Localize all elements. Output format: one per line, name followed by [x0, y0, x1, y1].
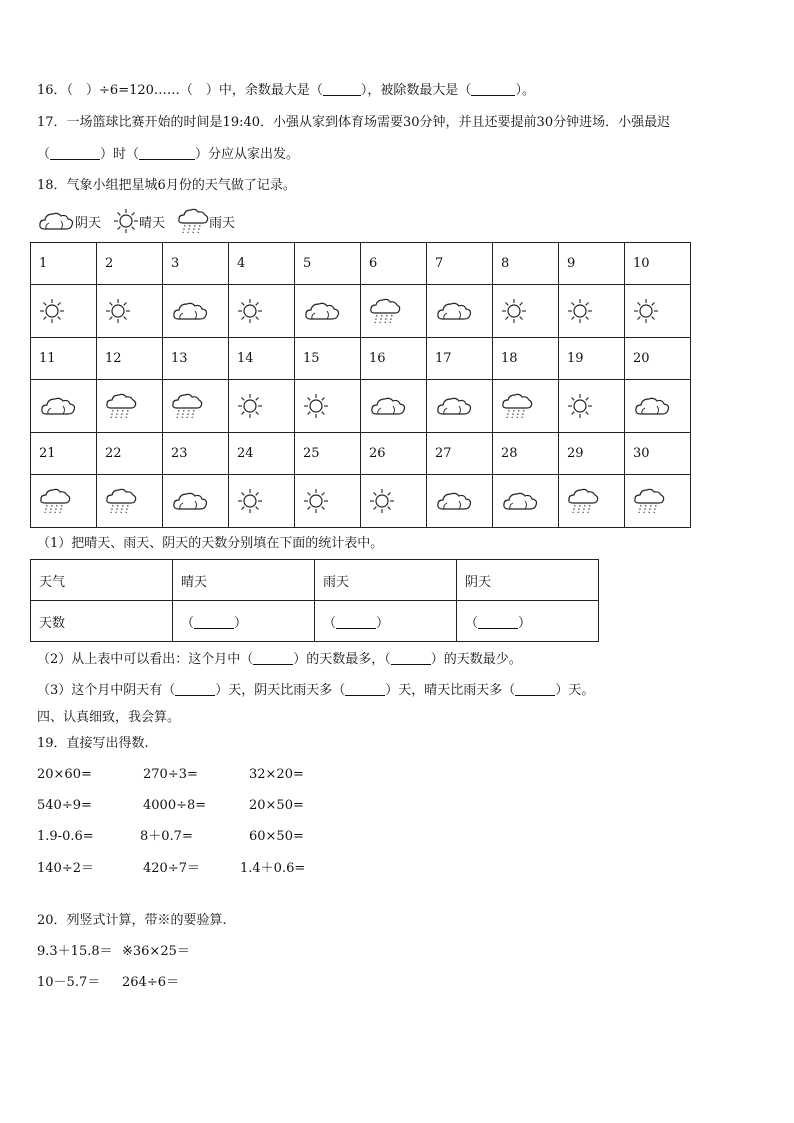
stat-row-label: 天数: [31, 601, 173, 642]
calendar-weather-cell: [163, 380, 229, 433]
sun-icon: [237, 488, 294, 514]
question-19-title: [37, 736, 149, 752]
cloud-icon: [501, 489, 558, 513]
sun-icon: [303, 393, 360, 419]
rain-icon: [369, 298, 426, 324]
calendar-day-number: 27: [427, 433, 493, 475]
question-17-line1: [37, 115, 670, 131]
weather-calendar-table: [30, 242, 691, 528]
calc-item: 8＋0.7=: [140, 829, 193, 844]
calendar-weather-cell: [427, 380, 493, 433]
answer-blank[interactable]: [515, 683, 555, 696]
calendar-day-row: [31, 338, 691, 380]
sub3-part: （3）这个月中阴天有（: [37, 683, 176, 698]
calendar-weather-cell: [163, 475, 229, 528]
sun-icon: [633, 298, 690, 324]
calendar-weather-cell: [229, 475, 295, 528]
calendar-weather-cell: [31, 475, 97, 528]
sub2-part: （2）从上表中可以看出：这个月中（: [37, 652, 254, 667]
calendar-weather-cell: [559, 285, 625, 338]
calendar-day-number: 7: [427, 243, 493, 285]
calendar-day-number: 3: [163, 243, 229, 285]
answer-blank[interactable]: [50, 147, 100, 160]
q16-mid: ），被除数最大是（: [360, 83, 472, 98]
cloud-icon: [37, 209, 75, 233]
answer-blank[interactable]: [471, 83, 515, 96]
q19-text: 19．直接写出得数.: [37, 736, 149, 751]
calendar-day-number: 6: [361, 243, 427, 285]
calc-item: 20×60=: [37, 767, 92, 782]
calendar-weather-cell: [361, 285, 427, 338]
calendar-day-number: 11: [31, 338, 97, 380]
calendar-day-number: 28: [493, 433, 559, 475]
calendar-day-number: 24: [229, 433, 295, 475]
rain-icon: [105, 488, 162, 514]
calendar-weather-cell: [295, 475, 361, 528]
q16-end: ）。: [515, 83, 535, 98]
rain-icon: [633, 488, 690, 514]
answer-blank[interactable]: [253, 652, 293, 665]
cloud-icon: [633, 394, 690, 418]
calendar-weather-cell: [493, 285, 559, 338]
sun-icon: [105, 298, 162, 324]
calendar-weather-cell: [31, 380, 97, 433]
q17-part: ）分应从家出发。: [195, 147, 300, 162]
sun-icon: [567, 298, 624, 324]
sub2-part: ）的天数最多，（: [293, 652, 391, 667]
rain-icon: [177, 208, 209, 234]
calendar-day-row: [31, 243, 691, 285]
sun-icon: [113, 208, 139, 234]
weather-stat-table: [30, 559, 599, 642]
calendar-weather-cell: [361, 475, 427, 528]
calendar-day-row: [31, 433, 691, 475]
calc-item: 270÷3=: [143, 767, 198, 782]
sun-icon: [237, 298, 294, 324]
calendar-day-number: 9: [559, 243, 625, 285]
calendar-weather-cell: [295, 285, 361, 338]
calc-item: 1.4＋0.6=: [240, 861, 306, 876]
stat-count-cell[interactable]: （ ）: [457, 601, 599, 642]
calc-item: 9.3＋15.8＝: [37, 944, 113, 959]
q17-text: 17．一场篮球比赛开始的时间是19:40．小强从家到体育场需要30分钟，并且还要提前30分钟进场．小强最迟: [37, 115, 671, 130]
sun-icon: [369, 488, 426, 514]
stat-header-row: [31, 560, 599, 601]
sun-icon: [567, 393, 624, 419]
stat-count-cell[interactable]: （ ）: [173, 601, 315, 642]
calendar-day-number: 1: [31, 243, 97, 285]
calendar-weather-row: [31, 285, 691, 338]
q20-text: 20．列竖式计算，带※的要验算.: [37, 913, 227, 928]
cloud-icon: [303, 299, 360, 323]
stat-count-cell[interactable]: （ ）: [315, 601, 457, 642]
calendar-day-number: 22: [97, 433, 163, 475]
rain-icon: [105, 393, 162, 419]
sub-question-3: [37, 683, 594, 699]
calendar-weather-cell: [229, 285, 295, 338]
calc-item: 60×50=: [249, 829, 304, 844]
cloud-icon: [171, 299, 228, 323]
sub1-text: （1）把晴天、雨天、阴天的天数分别填在下面的统计表中。: [37, 536, 384, 551]
calendar-weather-cell: [229, 380, 295, 433]
calendar-day-number: 23: [163, 433, 229, 475]
calendar-weather-cell: [559, 380, 625, 433]
calc-item: 540÷9=: [37, 798, 92, 813]
calc-item: 10－5.7＝: [37, 975, 101, 990]
calendar-day-number: 12: [97, 338, 163, 380]
calendar-day-number: 8: [493, 243, 559, 285]
calendar-weather-cell: [163, 285, 229, 338]
cloud-icon: [435, 394, 492, 418]
calc-item: 264÷6＝: [122, 975, 179, 990]
calendar-weather-cell: [493, 380, 559, 433]
rain-icon: [501, 393, 558, 419]
calendar-weather-cell: [361, 380, 427, 433]
rain-icon: [39, 488, 96, 514]
section4-text: 四、认真细致，我会算。: [37, 710, 181, 725]
sub3-part: ）天，阴天比雨天多（: [215, 683, 346, 698]
calendar-day-number: 4: [229, 243, 295, 285]
cloud-icon: [39, 394, 96, 418]
cloud-icon: [435, 489, 492, 513]
sub-question-2: [37, 652, 522, 668]
legend-label: 晴天: [139, 215, 166, 231]
question-20-title: [37, 913, 227, 929]
answer-blank[interactable]: [139, 147, 195, 160]
calendar-weather-cell: [625, 285, 691, 338]
cloud-icon: [369, 394, 426, 418]
calendar-weather-cell: [295, 380, 361, 433]
calc-item: 140÷2＝: [37, 861, 94, 876]
legend-sunny: [113, 208, 165, 234]
legend-label: 阴天: [75, 215, 102, 231]
calendar-day-number: 25: [295, 433, 361, 475]
answer-blank[interactable]: [345, 683, 385, 696]
calendar-day-number: 10: [625, 243, 691, 285]
answer-blank[interactable]: [175, 683, 215, 696]
calendar-day-number: 17: [427, 338, 493, 380]
q16-text: 16．（ ）÷6=120……（ ）中，余数最大是（: [37, 83, 323, 98]
sub3-part: ）天，晴天比雨天多（: [385, 683, 516, 698]
calendar-day-number: 19: [559, 338, 625, 380]
stat-header-cell: 阴天: [457, 560, 599, 601]
calendar-day-number: 26: [361, 433, 427, 475]
calendar-day-number: 20: [625, 338, 691, 380]
legend-cloudy: [37, 209, 101, 233]
calendar-weather-cell: [625, 380, 691, 433]
calendar-day-number: 15: [295, 338, 361, 380]
calendar-weather-cell: [493, 475, 559, 528]
question-16: [37, 83, 535, 99]
calendar-weather-cell: [427, 285, 493, 338]
section-4-heading: [37, 710, 180, 726]
legend-label: 雨天: [209, 215, 236, 231]
calendar-day-number: 14: [229, 338, 295, 380]
rain-icon: [171, 393, 228, 419]
calendar-weather-cell: [625, 475, 691, 528]
calendar-weather-cell: [97, 475, 163, 528]
calc-item: ※36×25＝: [122, 944, 190, 959]
sun-icon: [237, 393, 294, 419]
stat-header-cell: 天气: [31, 560, 173, 601]
sun-icon: [303, 488, 360, 514]
sub2-part: ）的天数最少。: [430, 652, 522, 667]
answer-blank[interactable]: [323, 83, 361, 96]
calendar-weather-cell: [559, 475, 625, 528]
calc-item: 32×20=: [249, 767, 304, 782]
calendar-weather-row: [31, 380, 691, 433]
question-18-title: [37, 178, 296, 194]
calc-item: 1.9-0.6=: [37, 829, 94, 844]
legend-rainy: [177, 208, 235, 234]
calendar-day-number: 30: [625, 433, 691, 475]
q18-text: 18．气象小组把星城6月份的天气做了记录。: [37, 178, 296, 193]
calendar-day-number: 5: [295, 243, 361, 285]
calendar-day-number: 13: [163, 338, 229, 380]
calendar-day-number: 16: [361, 338, 427, 380]
rain-icon: [567, 488, 624, 514]
sun-icon: [501, 298, 558, 324]
calc-item: 420÷7＝: [143, 861, 200, 876]
calendar-weather-row: [31, 475, 691, 528]
calc-item: 20×50=: [249, 798, 304, 813]
calendar-weather-cell: [31, 285, 97, 338]
answer-blank[interactable]: [391, 652, 431, 665]
calendar-day-number: 29: [559, 433, 625, 475]
sub3-part: ）天。: [555, 683, 595, 698]
cloud-icon: [171, 489, 228, 513]
sub-question-1: [37, 536, 383, 552]
calendar-weather-cell: [427, 475, 493, 528]
weather-legend: [37, 208, 247, 234]
cloud-icon: [435, 299, 492, 323]
calendar-day-number: 18: [493, 338, 559, 380]
calendar-day-number: 21: [31, 433, 97, 475]
calendar-weather-cell: [97, 380, 163, 433]
stat-header-cell: 晴天: [173, 560, 315, 601]
calc-item: 4000÷8=: [143, 798, 207, 813]
calendar-weather-cell: [97, 285, 163, 338]
sun-icon: [39, 298, 96, 324]
stat-header-cell: 雨天: [315, 560, 457, 601]
q17-part: ）时（: [100, 147, 140, 162]
question-17-line2: [37, 147, 299, 163]
calendar-day-number: 2: [97, 243, 163, 285]
stat-count-row: [31, 601, 599, 642]
q17-part: （: [37, 147, 51, 162]
